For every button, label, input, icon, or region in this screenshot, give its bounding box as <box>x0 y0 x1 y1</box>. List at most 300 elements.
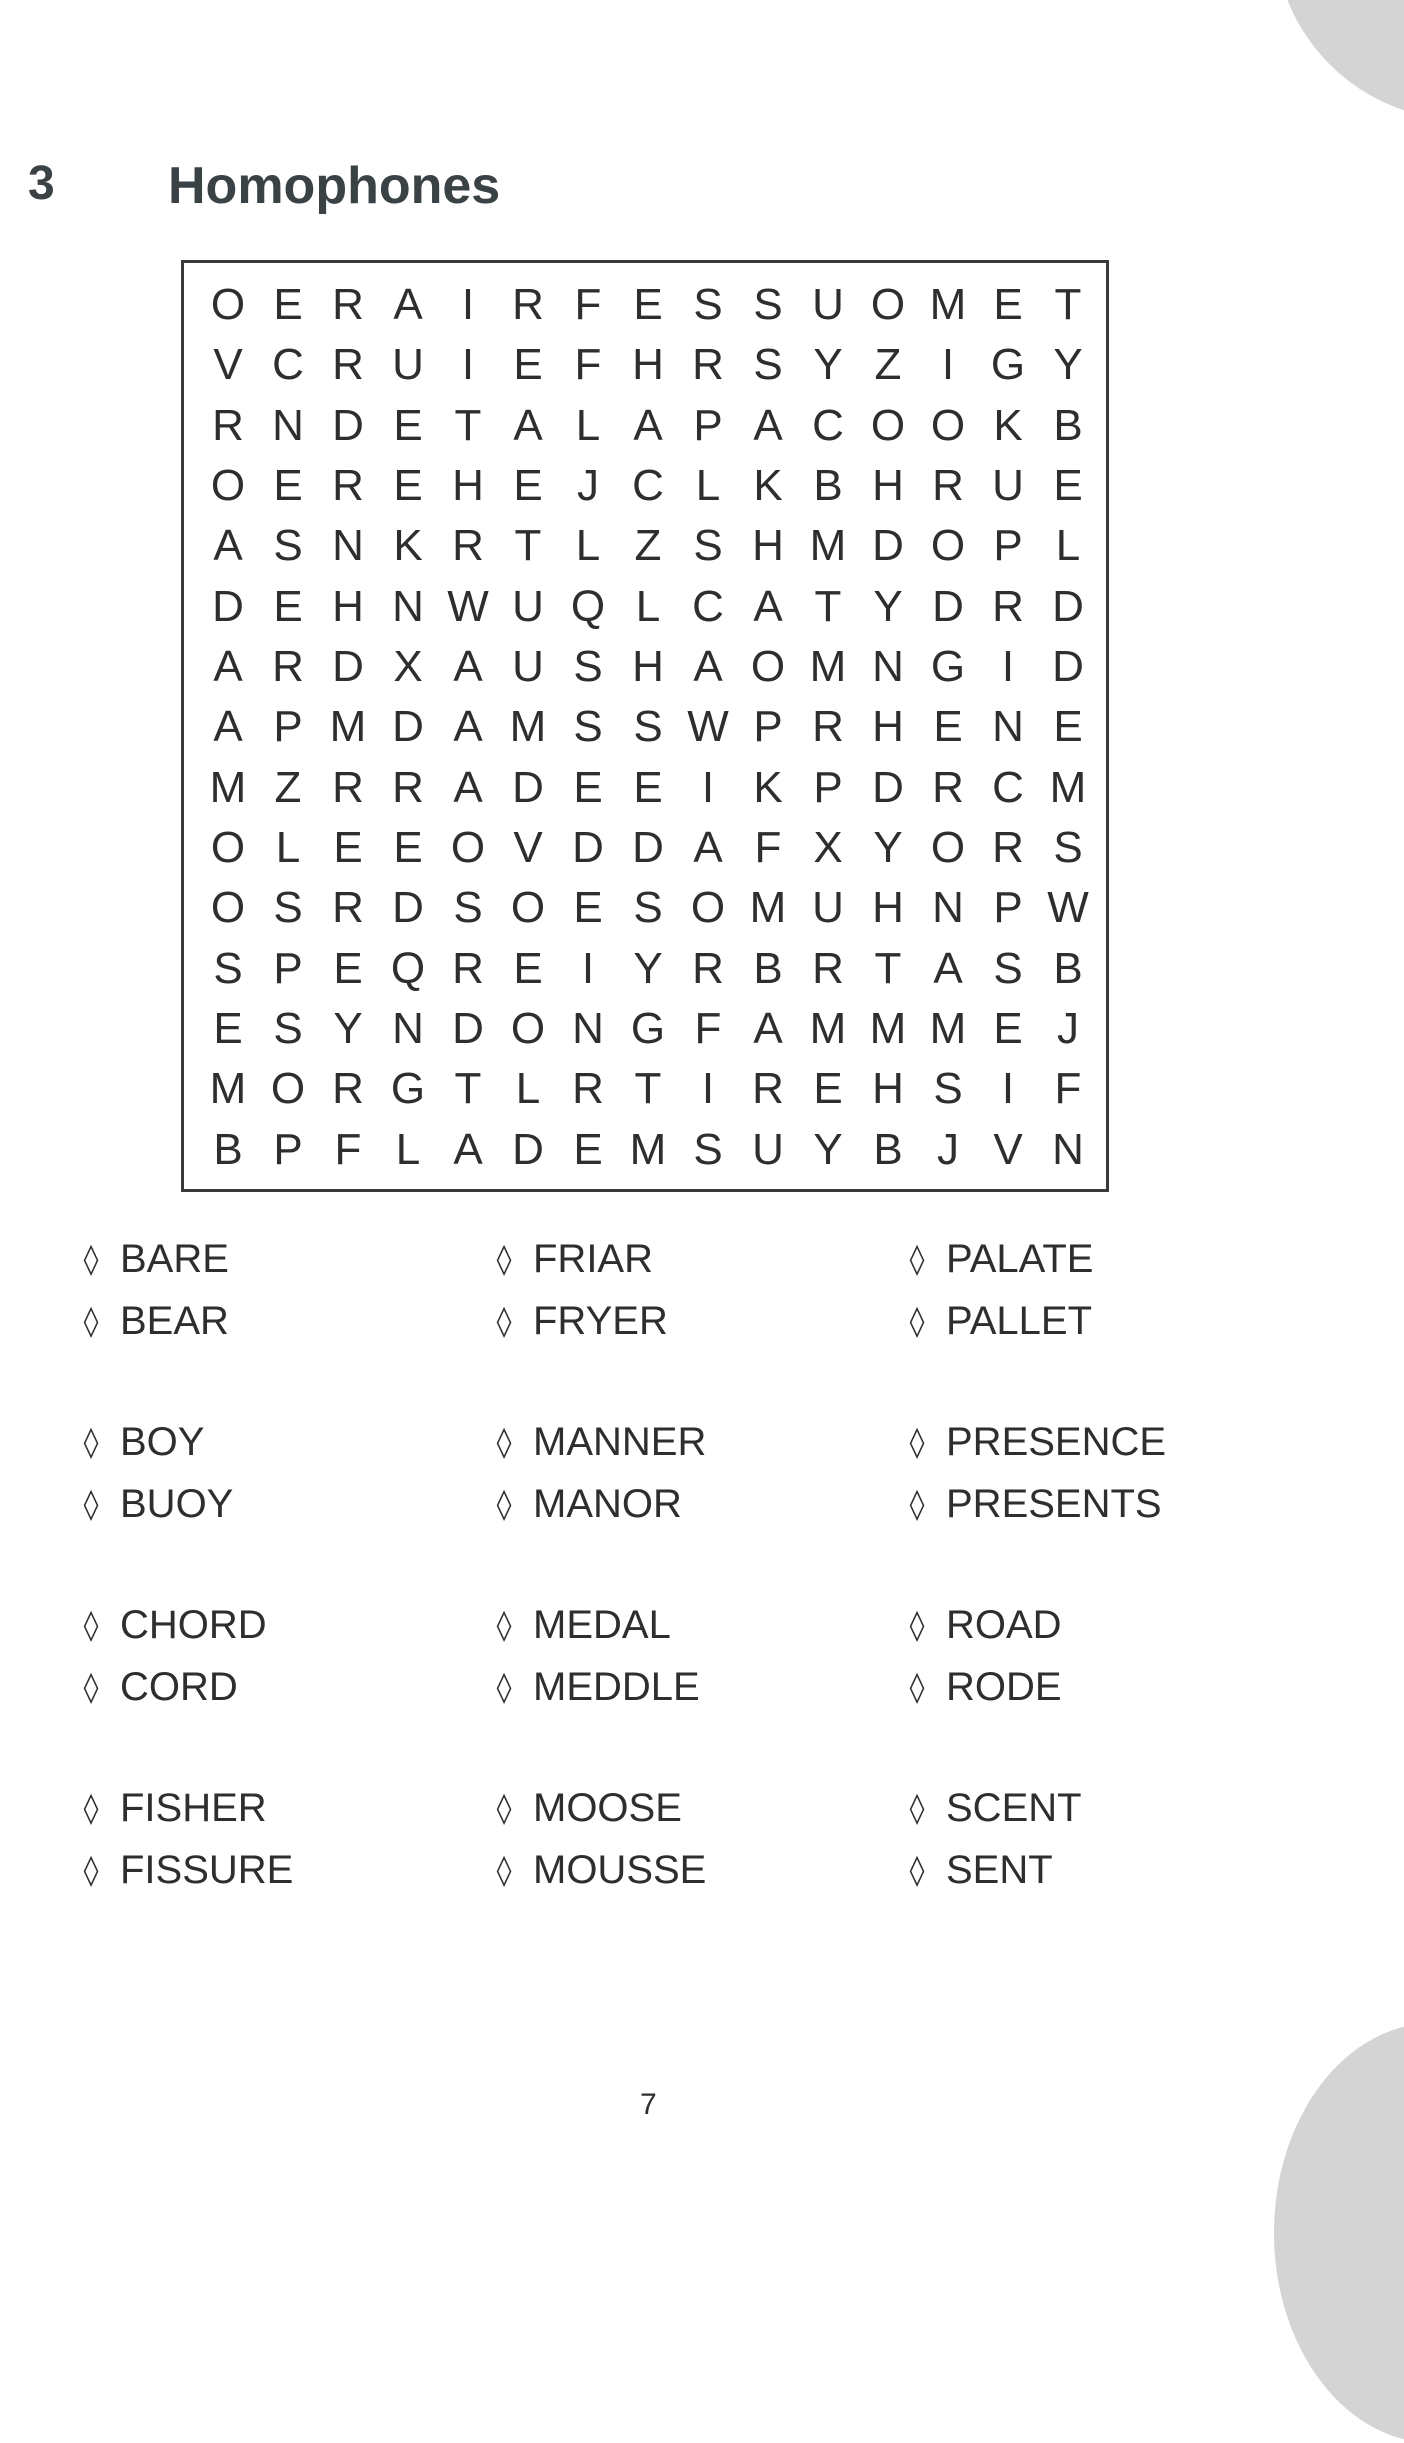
grid-letter[interactable]: R <box>812 702 844 752</box>
grid-letter[interactable]: N <box>932 883 964 933</box>
grid-letter[interactable]: K <box>993 400 1023 450</box>
grid-letter[interactable]: U <box>812 883 844 933</box>
grid-letter[interactable]: R <box>572 1064 604 1114</box>
grid-letter[interactable]: X <box>393 642 423 692</box>
grid-letter[interactable]: H <box>872 702 904 752</box>
word-list-item <box>493 1411 706 1473</box>
diamond-bullet-icon: ◊ <box>83 1669 99 1705</box>
grid-letter[interactable]: X <box>813 823 843 873</box>
grid-letter[interactable]: M <box>749 883 787 933</box>
grid-letter[interactable]: L <box>395 1124 421 1174</box>
diamond-bullet-icon: ◊ <box>909 1241 925 1277</box>
grid-letter[interactable]: A <box>213 702 243 752</box>
grid-letter[interactable]: R <box>692 943 724 993</box>
grid-letter[interactable]: E <box>213 1004 243 1054</box>
word-list-item <box>493 1839 706 1901</box>
word-list-item <box>493 1290 668 1352</box>
grid-letter[interactable]: Y <box>333 1004 363 1054</box>
grid-letter[interactable]: N <box>392 581 424 631</box>
grid-letter[interactable]: D <box>872 521 904 571</box>
word-pair <box>493 1594 700 1718</box>
grid-letter[interactable]: S <box>693 280 723 330</box>
grid-letter[interactable]: U <box>512 642 544 692</box>
diamond-bullet-icon: ◊ <box>496 1790 512 1826</box>
grid-letter[interactable]: R <box>332 280 364 330</box>
diamond-bullet-icon: ◊ <box>83 1303 99 1339</box>
grid-letter[interactable]: S <box>693 1124 723 1174</box>
grid-letter[interactable]: R <box>332 1064 364 1114</box>
grid-letter[interactable]: H <box>632 340 664 390</box>
diamond-bullet-icon: ◊ <box>909 1303 925 1339</box>
grid-letter[interactable]: C <box>992 762 1024 812</box>
grid-letter[interactable]: R <box>332 340 364 390</box>
word-list-item <box>906 1594 1062 1656</box>
word-label: PALLET <box>946 1298 1092 1343</box>
grid-letter[interactable]: D <box>512 1124 544 1174</box>
grid-letter[interactable]: M <box>209 1064 247 1114</box>
grid-letter[interactable]: E <box>933 702 963 752</box>
diamond-bullet-icon: ◊ <box>496 1669 512 1705</box>
grid-letter[interactable]: H <box>332 581 364 631</box>
grid-letter[interactable]: G <box>630 1004 666 1054</box>
grid-letter[interactable]: R <box>272 642 304 692</box>
page-number: 7 <box>640 2088 657 2121</box>
grid-letter[interactable]: L <box>575 521 601 571</box>
word-label: RODE <box>946 1664 1062 1709</box>
grid-letter[interactable]: B <box>213 1124 243 1174</box>
grid-letter[interactable]: L <box>275 823 301 873</box>
word-label: SCENT <box>946 1785 1082 1830</box>
grid-letter[interactable]: I <box>461 280 475 330</box>
grid-letter[interactable]: I <box>581 943 595 993</box>
grid-letter[interactable]: E <box>573 883 603 933</box>
puzzle-number: 3 <box>28 157 55 210</box>
diamond-bullet-icon: ◊ <box>83 1607 99 1643</box>
grid-letter[interactable]: A <box>453 762 483 812</box>
word-pair <box>906 1411 1166 1535</box>
grid-letter[interactable]: P <box>693 400 723 450</box>
word-list-item <box>80 1594 267 1656</box>
grid-letter[interactable]: Q <box>570 581 606 631</box>
grid-letter[interactable]: E <box>993 280 1023 330</box>
grid-letter[interactable]: H <box>752 521 784 571</box>
grid-letter[interactable]: K <box>753 762 783 812</box>
grid-letter[interactable]: S <box>753 280 783 330</box>
grid-letter[interactable]: D <box>932 581 964 631</box>
grid-letter[interactable]: D <box>212 581 244 631</box>
grid-letter[interactable]: O <box>270 1064 306 1114</box>
grid-letter[interactable]: O <box>690 883 726 933</box>
grid-letter[interactable]: K <box>753 461 783 511</box>
grid-letter[interactable]: I <box>701 1064 715 1114</box>
grid-letter[interactable]: E <box>513 340 543 390</box>
grid-letter[interactable]: R <box>692 340 724 390</box>
grid-letter[interactable]: S <box>993 943 1023 993</box>
diamond-bullet-icon: ◊ <box>496 1424 512 1460</box>
grid-letter[interactable]: G <box>990 340 1026 390</box>
grid-letter[interactable]: T <box>1054 280 1082 330</box>
grid-letter[interactable]: T <box>874 943 902 993</box>
grid-letter[interactable]: U <box>392 340 424 390</box>
grid-letter[interactable]: A <box>213 521 243 571</box>
grid-letter[interactable]: M <box>509 702 547 752</box>
grid-letter[interactable]: A <box>933 943 963 993</box>
grid-letter[interactable]: E <box>813 1064 843 1114</box>
diamond-bullet-icon: ◊ <box>83 1424 99 1460</box>
grid-letter[interactable]: W <box>1047 883 1089 933</box>
grid-letter[interactable]: E <box>573 1124 603 1174</box>
grid-letter[interactable]: E <box>633 280 663 330</box>
grid-letter[interactable]: I <box>1001 642 1015 692</box>
diamond-bullet-icon: ◊ <box>83 1241 99 1277</box>
grid-letter[interactable]: B <box>873 1124 903 1174</box>
grid-letter[interactable]: A <box>753 400 783 450</box>
grid-letter[interactable]: P <box>273 702 303 752</box>
grid-letter[interactable]: S <box>633 883 663 933</box>
grid-letter[interactable]: P <box>273 1124 303 1174</box>
word-label: FISHER <box>120 1785 267 1830</box>
grid-letter[interactable]: F <box>754 823 782 873</box>
grid-letter[interactable]: G <box>930 642 966 692</box>
grid-letter[interactable]: T <box>814 581 842 631</box>
grid-letter[interactable]: M <box>329 702 367 752</box>
grid-letter[interactable]: Y <box>813 340 843 390</box>
grid-letter[interactable]: D <box>512 762 544 812</box>
grid-letter[interactable]: U <box>752 1124 784 1174</box>
grid-letter[interactable]: R <box>992 823 1024 873</box>
word-label: MEDAL <box>533 1602 671 1647</box>
grid-letter[interactable]: D <box>872 762 904 812</box>
word-label: CORD <box>120 1664 238 1709</box>
grid-letter[interactable]: E <box>1053 461 1083 511</box>
word-label: MANOR <box>533 1481 682 1526</box>
grid-letter[interactable]: Y <box>1053 340 1083 390</box>
grid-letter[interactable]: Y <box>813 1124 843 1174</box>
diamond-bullet-icon: ◊ <box>83 1852 99 1888</box>
grid-letter[interactable]: P <box>753 702 783 752</box>
word-label: FRIAR <box>533 1236 653 1281</box>
grid-letter[interactable]: C <box>272 340 304 390</box>
grid-letter[interactable]: T <box>634 1064 662 1114</box>
word-list-item <box>80 1839 293 1901</box>
word-list-item <box>80 1656 267 1718</box>
diamond-bullet-icon: ◊ <box>83 1486 99 1522</box>
grid-letter[interactable]: R <box>932 762 964 812</box>
grid-letter[interactable]: C <box>812 400 844 450</box>
diamond-bullet-icon: ◊ <box>496 1607 512 1643</box>
diamond-bullet-icon: ◊ <box>496 1486 512 1522</box>
grid-letter[interactable]: N <box>992 702 1024 752</box>
grid-letter[interactable]: F <box>1054 1064 1082 1114</box>
grid-letter[interactable]: R <box>332 461 364 511</box>
grid-letter[interactable]: E <box>273 280 303 330</box>
grid-letter[interactable]: H <box>452 461 484 511</box>
word-pair <box>906 1594 1062 1718</box>
diamond-bullet-icon: ◊ <box>909 1669 925 1705</box>
grid-letter[interactable]: N <box>272 400 304 450</box>
grid-letter[interactable]: J <box>577 461 599 511</box>
grid-letter[interactable]: L <box>575 400 601 450</box>
diamond-bullet-icon: ◊ <box>496 1241 512 1277</box>
word-list-item <box>493 1473 706 1535</box>
grid-letter[interactable]: D <box>452 1004 484 1054</box>
grid-letter[interactable]: I <box>1001 1064 1015 1114</box>
grid-letter[interactable]: M <box>809 521 847 571</box>
grid-letter[interactable]: Y <box>873 581 903 631</box>
grid-letter[interactable]: P <box>993 521 1023 571</box>
grid-letter[interactable]: S <box>753 340 783 390</box>
grid-letter[interactable]: A <box>453 642 483 692</box>
grid-letter[interactable]: F <box>574 340 602 390</box>
grid-letter[interactable]: F <box>694 1004 722 1054</box>
grid-letter[interactable]: D <box>1052 642 1084 692</box>
word-list-item <box>906 1839 1082 1901</box>
grid-letter[interactable]: T <box>454 1064 482 1114</box>
word-list-item <box>80 1228 229 1290</box>
grid-letter[interactable]: O <box>450 823 486 873</box>
grid-letter[interactable]: V <box>213 340 243 390</box>
grid-letter[interactable]: H <box>632 642 664 692</box>
grid-letter[interactable]: R <box>332 883 364 933</box>
grid-letter[interactable]: T <box>454 400 482 450</box>
grid-letter[interactable]: R <box>992 581 1024 631</box>
grid-letter[interactable]: O <box>210 823 246 873</box>
grid-letter[interactable]: U <box>992 461 1024 511</box>
grid-letter[interactable]: O <box>930 521 966 571</box>
word-label: ROAD <box>946 1602 1062 1647</box>
grid-letter[interactable]: O <box>930 823 966 873</box>
grid-letter[interactable]: S <box>573 702 603 752</box>
grid-letter[interactable]: M <box>869 1004 907 1054</box>
grid-letter[interactable]: A <box>513 400 543 450</box>
grid-letter[interactable]: S <box>273 521 303 571</box>
grid-letter[interactable]: O <box>510 883 546 933</box>
grid-letter[interactable]: E <box>993 1004 1023 1054</box>
grid-letter[interactable]: A <box>753 581 783 631</box>
grid-letter[interactable]: E <box>633 762 663 812</box>
grid-letter[interactable]: Q <box>390 943 426 993</box>
grid-letter[interactable]: A <box>633 400 663 450</box>
grid-letter[interactable]: B <box>1053 400 1083 450</box>
grid-letter[interactable]: D <box>632 823 664 873</box>
grid-letter[interactable]: L <box>1055 521 1081 571</box>
grid-letter[interactable]: K <box>393 521 423 571</box>
grid-letter[interactable]: V <box>513 823 543 873</box>
word-list-item <box>906 1228 1093 1290</box>
grid-letter[interactable]: D <box>332 642 364 692</box>
grid-letter[interactable]: M <box>1049 762 1087 812</box>
grid-letter[interactable]: M <box>629 1124 667 1174</box>
grid-letter[interactable]: A <box>753 1004 783 1054</box>
word-pair <box>493 1777 706 1901</box>
grid-letter[interactable]: H <box>872 883 904 933</box>
grid-letter[interactable]: S <box>633 702 663 752</box>
word-label: FRYER <box>533 1298 668 1343</box>
grid-letter[interactable]: E <box>273 581 303 631</box>
grid-letter[interactable]: F <box>334 1124 362 1174</box>
grid-letter[interactable]: R <box>452 521 484 571</box>
grid-letter[interactable]: S <box>933 1064 963 1114</box>
word-list-item <box>906 1473 1166 1535</box>
grid-letter[interactable]: N <box>392 1004 424 1054</box>
word-list-item <box>906 1777 1082 1839</box>
grid-letter[interactable]: O <box>750 642 786 692</box>
grid-letter[interactable]: E <box>333 943 363 993</box>
grid-letter[interactable]: D <box>392 702 424 752</box>
grid-letter[interactable]: A <box>693 642 723 692</box>
grid-letter[interactable]: O <box>210 461 246 511</box>
grid-letter[interactable]: I <box>941 340 955 390</box>
grid-letter[interactable]: E <box>333 823 363 873</box>
grid-letter[interactable]: N <box>872 642 904 692</box>
grid-letter[interactable]: S <box>273 1004 303 1054</box>
diamond-bullet-icon: ◊ <box>909 1424 925 1460</box>
grid-letter[interactable]: O <box>870 280 906 330</box>
grid-letter[interactable]: N <box>332 521 364 571</box>
grid-letter[interactable]: D <box>392 883 424 933</box>
diamond-bullet-icon: ◊ <box>909 1790 925 1826</box>
grid-letter[interactable]: L <box>635 581 661 631</box>
grid-letter[interactable]: R <box>752 1064 784 1114</box>
grid-letter[interactable]: Z <box>634 521 662 571</box>
word-label: BUOY <box>120 1481 234 1526</box>
grid-letter[interactable]: S <box>1053 823 1083 873</box>
grid-letter[interactable]: Z <box>874 340 902 390</box>
grid-letter[interactable]: R <box>212 400 244 450</box>
word-label: CHORD <box>120 1602 267 1647</box>
word-label: SENT <box>946 1847 1053 1892</box>
word-label: PRESENCE <box>946 1419 1167 1464</box>
grid-letter[interactable]: R <box>332 762 364 812</box>
diamond-bullet-icon: ◊ <box>83 1790 99 1826</box>
grid-letter[interactable]: L <box>695 461 721 511</box>
grid-letter[interactable]: E <box>393 823 423 873</box>
grid-letter[interactable]: S <box>273 883 303 933</box>
grid-letter[interactable]: R <box>932 461 964 511</box>
grid-letter[interactable]: W <box>447 581 489 631</box>
grid-letter[interactable]: M <box>809 642 847 692</box>
grid-letter[interactable]: R <box>392 762 424 812</box>
word-list-item <box>493 1777 706 1839</box>
grid-letter[interactable]: E <box>393 461 423 511</box>
grid-letter[interactable]: Z <box>274 762 302 812</box>
grid-letter[interactable]: L <box>515 1064 541 1114</box>
word-pair <box>906 1777 1082 1901</box>
grid-letter[interactable]: P <box>273 943 303 993</box>
grid-letter[interactable]: A <box>693 823 723 873</box>
word-pair <box>493 1411 706 1535</box>
word-list-item <box>80 1411 233 1473</box>
word-list-item <box>493 1594 700 1656</box>
grid-letter[interactable]: H <box>872 461 904 511</box>
grid-letter[interactable]: E <box>1053 702 1083 752</box>
grid-letter[interactable]: C <box>692 581 724 631</box>
grid-letter[interactable]: I <box>701 762 715 812</box>
grid-letter[interactable]: A <box>453 1124 483 1174</box>
grid-letter[interactable]: V <box>993 1124 1023 1174</box>
grid-letter[interactable]: R <box>812 943 844 993</box>
word-label: FISSURE <box>120 1847 294 1892</box>
grid-letter[interactable]: M <box>929 280 967 330</box>
grid-letter[interactable]: B <box>1053 943 1083 993</box>
grid-letter[interactable]: T <box>514 521 542 571</box>
word-list-item <box>80 1777 293 1839</box>
grid-letter[interactable]: E <box>513 943 543 993</box>
grid-letter[interactable]: E <box>393 400 423 450</box>
grid-letter[interactable]: M <box>929 1004 967 1054</box>
word-list-item <box>493 1656 700 1718</box>
grid-letter[interactable]: A <box>393 280 423 330</box>
grid-letter[interactable]: R <box>452 943 484 993</box>
word-list-item <box>80 1290 229 1352</box>
grid-letter[interactable]: F <box>574 280 602 330</box>
grid-letter[interactable]: Y <box>633 943 663 993</box>
word-list-item <box>80 1473 233 1535</box>
grid-letter[interactable]: O <box>930 400 966 450</box>
word-label: BARE <box>120 1236 229 1281</box>
grid-letter[interactable]: E <box>513 461 543 511</box>
diamond-bullet-icon: ◊ <box>909 1486 925 1522</box>
word-label: PRESENTS <box>946 1481 1162 1526</box>
grid-letter[interactable]: S <box>453 883 483 933</box>
grid-letter[interactable]: B <box>753 943 783 993</box>
grid-letter[interactable]: P <box>813 762 843 812</box>
word-label: BOY <box>120 1419 205 1464</box>
grid-letter[interactable]: D <box>572 823 604 873</box>
grid-letter[interactable]: S <box>573 642 603 692</box>
diamond-bullet-icon: ◊ <box>496 1303 512 1339</box>
grid-letter[interactable]: D <box>332 400 364 450</box>
grid-letter[interactable]: D <box>1052 581 1084 631</box>
grid-letter[interactable]: N <box>572 1004 604 1054</box>
word-label: MOOSE <box>533 1785 682 1830</box>
grid-letter[interactable]: C <box>632 461 664 511</box>
grid-letter[interactable]: E <box>273 461 303 511</box>
grid-letter[interactable]: U <box>512 581 544 631</box>
word-list-item <box>906 1411 1166 1473</box>
grid-letter[interactable]: M <box>809 1004 847 1054</box>
grid-letter[interactable]: G <box>390 1064 426 1114</box>
grid-letter[interactable]: E <box>573 762 603 812</box>
grid-letter[interactable]: B <box>813 461 843 511</box>
grid-letter[interactable]: S <box>213 943 243 993</box>
grid-letter[interactable]: H <box>872 1064 904 1114</box>
grid-letter[interactable]: S <box>693 521 723 571</box>
word-pair <box>80 1228 229 1352</box>
grid-letter[interactable]: A <box>453 702 483 752</box>
word-pair <box>493 1228 668 1352</box>
grid-letter[interactable]: O <box>210 280 246 330</box>
word-label: MEDDLE <box>533 1664 700 1709</box>
grid-letter[interactable]: J <box>937 1124 959 1174</box>
grid-letter[interactable]: W <box>687 702 729 752</box>
grid-letter[interactable]: O <box>210 883 246 933</box>
grid-letter[interactable]: I <box>461 340 475 390</box>
grid-letter[interactable]: A <box>213 642 243 692</box>
grid-letter[interactable]: O <box>870 400 906 450</box>
grid-letter[interactable]: N <box>1052 1124 1084 1174</box>
word-label: BEAR <box>120 1298 229 1343</box>
grid-letter[interactable]: P <box>993 883 1023 933</box>
word-pair <box>80 1777 293 1901</box>
grid-letter[interactable]: O <box>510 1004 546 1054</box>
grid-letter[interactable]: U <box>812 280 844 330</box>
grid-letter[interactable]: M <box>209 762 247 812</box>
grid-letter[interactable]: Y <box>873 823 903 873</box>
word-pair <box>80 1411 233 1535</box>
grid-letter[interactable]: R <box>512 280 544 330</box>
grid-letter[interactable]: J <box>1057 1004 1079 1054</box>
